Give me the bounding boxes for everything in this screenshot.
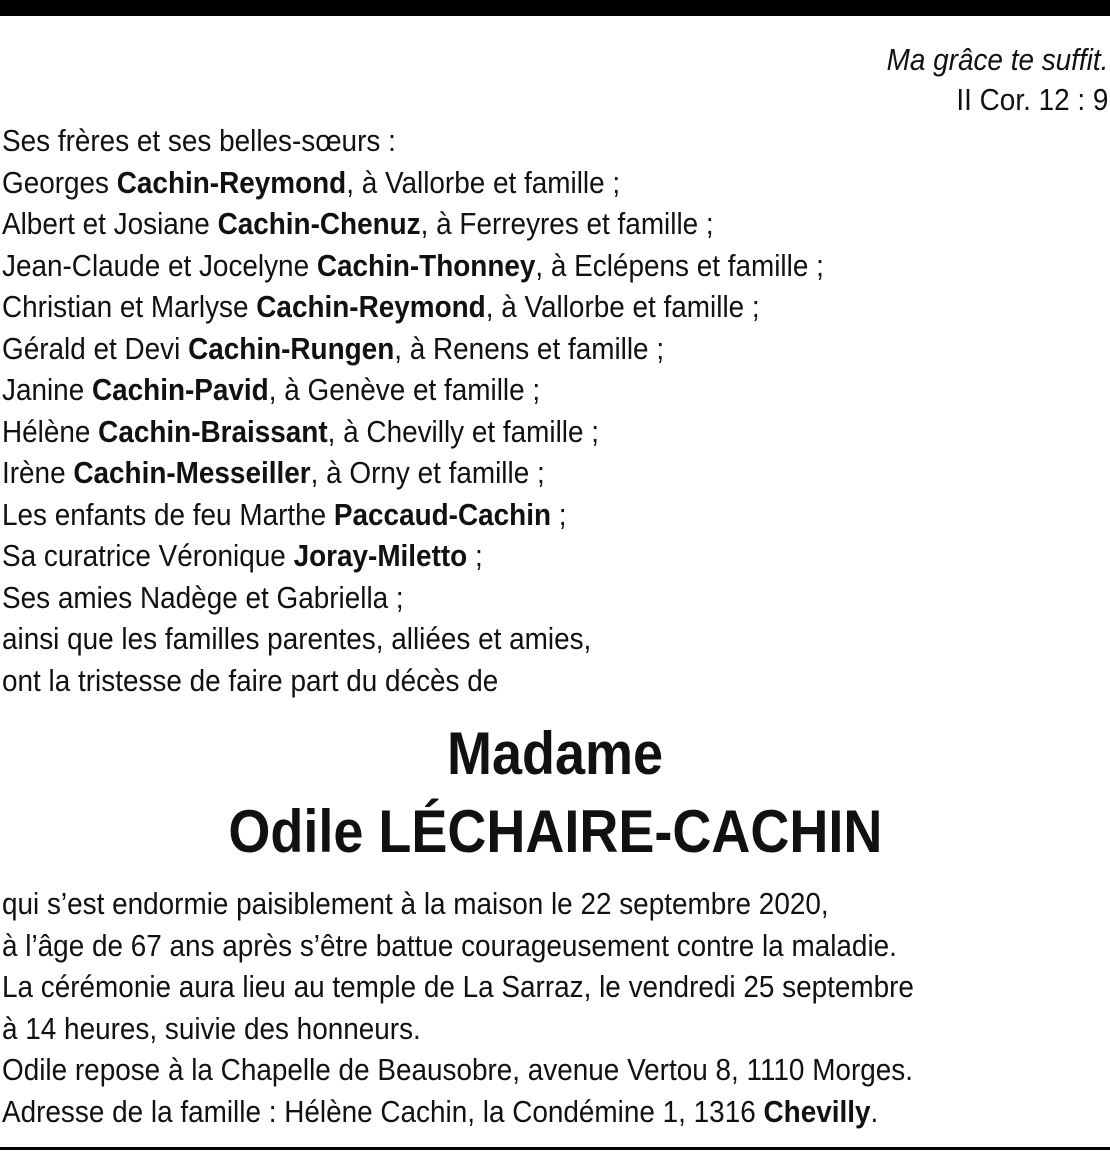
family-intro: Ses frères et ses belles-sœurs : (2, 123, 396, 158)
announcement-line: ont la tristesse de faire part du décès de (2, 662, 499, 698)
member-surname: Joray-Miletto (293, 538, 468, 573)
address-suffix: . (870, 1093, 879, 1129)
family-member (2, 535, 824, 577)
quote-text: Ma grâce te suffit. (886, 42, 1108, 77)
member-location: , à Genève et famille ; (268, 372, 541, 407)
member-given-names: Irène (2, 455, 74, 490)
member-location: ; (467, 538, 483, 573)
member-surname: Cachin-Reymond (116, 164, 347, 200)
member-location: , à Renens et famille ; (394, 330, 665, 366)
details-line-age: à l’âge de 67 ans après s’être battue courageusement contre la maladie. (2, 927, 897, 963)
family-member (2, 245, 824, 287)
member-location: , à Ferreyres et famille ; (420, 206, 714, 241)
details-line-ceremony: La cérémonie aura lieu au temple de La Sarraz, le vendredi 25 septembre (2, 969, 914, 1004)
details-line-chapel: Odile repose à la Chapelle de Beausobre, avenue Vertou 8, 1110 Morges. (2, 1052, 913, 1087)
member-given-names: Jean-Claude et Jocelyne (2, 247, 317, 283)
member-surname: Cachin-Reymond (256, 289, 486, 324)
member-given-names: Janine (2, 372, 92, 407)
member-surname: Paccaud-Cachin (333, 496, 551, 532)
family-member (2, 328, 824, 370)
deceased-name-block (0, 715, 1110, 871)
address-town: Chevilly (763, 1093, 871, 1129)
member-location: , à Eclépens et famille ; (535, 247, 824, 283)
family-member (2, 494, 824, 536)
member-surname: Cachin-Chenuz (217, 206, 421, 241)
family-member (2, 369, 824, 411)
member-given-names: Georges (2, 164, 117, 200)
member-given-names: Hélène (2, 413, 99, 449)
bottom-border-rule (0, 1147, 1110, 1150)
member-location: , à Orny et famille ; (310, 455, 545, 490)
member-surname: Cachin-Messeiller (73, 455, 311, 490)
quote-reference: II Cor. 12 : 9 (956, 82, 1108, 117)
family-member (2, 162, 824, 204)
member-location: ; (551, 496, 567, 532)
member-given-names: Christian et Marlyse (2, 289, 257, 324)
member-location: , à Vallorbe et famille ; (346, 164, 621, 200)
details-line-death: qui s’est endormie paisiblement à la maison le 22 septembre 2020, (2, 886, 829, 921)
family-address (2, 1091, 914, 1133)
family-member (2, 411, 824, 453)
member-given-names: Gérald et Devi (2, 330, 189, 366)
member-surname: Cachin-Rungen (188, 330, 395, 366)
bible-quote (886, 40, 1108, 120)
family-member (2, 286, 824, 328)
member-surname: Cachin-Thonney (316, 247, 536, 283)
family-friends: Ses amies Nadège et Gabriella ; (2, 579, 404, 615)
member-location: , à Vallorbe et famille ; (485, 289, 760, 324)
member-given-names: Albert et Josiane (2, 206, 218, 241)
family-member (2, 452, 824, 494)
member-given-names: Sa curatrice Véronique (2, 538, 294, 573)
details-line-time: à 14 heures, suivie des honneurs. (2, 1010, 421, 1046)
member-surname: Cachin-Pavid (91, 372, 269, 407)
deceased-title: Madame (446, 720, 664, 787)
top-border-rule (0, 0, 1110, 16)
deceased-name: Odile LÉCHAIRE-CACHIN (227, 798, 883, 865)
member-location: , à Chevilly et famille ; (327, 413, 599, 449)
family-relatives: ainsi que les familles parentes, alliées et amies, (2, 621, 592, 656)
family-list (2, 120, 824, 701)
ceremony-details (2, 883, 914, 1132)
member-surname: Cachin-Braissant (98, 413, 328, 449)
address-text: Adresse de la famille : Hélène Cachin, la Condémine 1, 1316 (2, 1093, 764, 1129)
member-given-names: Les enfants de feu Marthe (2, 496, 334, 532)
family-member (2, 203, 824, 245)
